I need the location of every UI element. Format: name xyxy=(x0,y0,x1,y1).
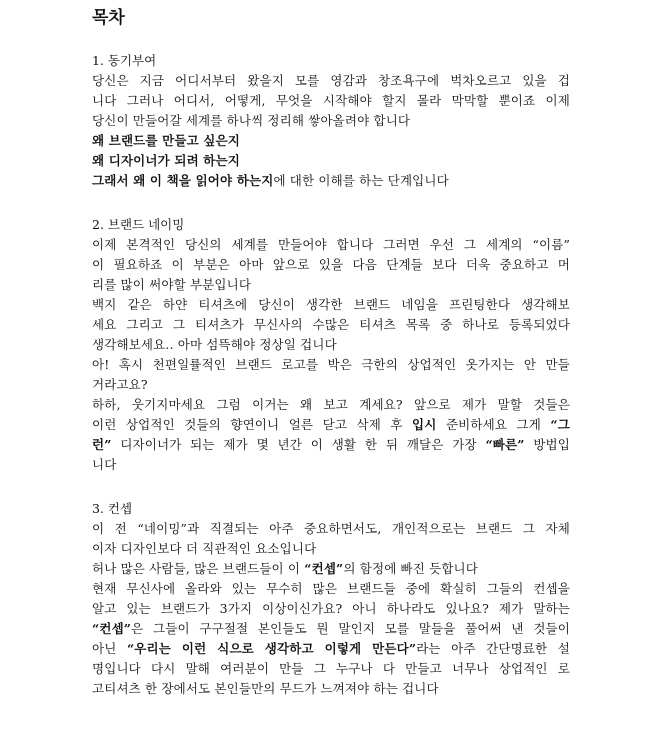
text-line xyxy=(92,151,570,171)
text-run: 하하, 웃기지마세요 그럼 이거는 왜 보고 계세요? 앞으로 제가 말할 것들은 xyxy=(92,397,570,412)
text-run: 니다 xyxy=(92,457,117,472)
text-line xyxy=(92,639,570,659)
text-line xyxy=(92,375,570,395)
document-page xyxy=(92,0,570,699)
text-line xyxy=(92,539,570,559)
text-run: 이 필요하죠 이 부분은 아마 앞으로 있을 다음 단계들 보다 더욱 중요하고 머 xyxy=(92,257,570,272)
text-run: 거라고요? xyxy=(92,377,148,392)
text-line xyxy=(92,71,570,91)
text-line xyxy=(92,131,570,151)
text-run: 의 함정에 빠진 듯합니다 xyxy=(343,561,479,576)
text-line xyxy=(92,111,570,131)
section-3 xyxy=(92,499,570,699)
text-line xyxy=(92,255,570,275)
section-heading: 3. 컨셉 xyxy=(92,501,133,516)
sections-container xyxy=(92,51,570,699)
text-line xyxy=(92,275,570,295)
text-run: 이 전 “네이밍”과 직결되는 아주 중요하면서도, 개인적으로는 브랜드 그 자체 xyxy=(92,521,570,536)
text-run: 생각해보세요.. 아마 섬뜩해야 정상일 겁니다 xyxy=(92,337,337,352)
section-heading: 1. 동기부여 xyxy=(92,53,157,68)
text-line xyxy=(92,579,570,599)
bold-text: “그 xyxy=(550,417,570,432)
text-line xyxy=(92,295,570,315)
text-run: 니다 그러나 어디서, 어떻게, 무엇을 시작해야 할지 몰라 막막할 뿐이죠 이제 xyxy=(92,93,570,108)
text-run: 명입니다 다시 말해 여러분이 만들 그 누구나 다 만들고 너무나 상업적인 로 xyxy=(92,661,570,676)
section-1 xyxy=(92,51,570,191)
text-run: 허나 많은 사람들, 많은 브랜드들이 이 xyxy=(92,561,305,576)
bold-text: 왜 디자이너가 되려 하는지 xyxy=(92,153,240,168)
text-line xyxy=(92,415,570,435)
text-line xyxy=(92,455,570,475)
text-line xyxy=(92,435,570,455)
bold-text: “빠른” xyxy=(485,437,525,452)
section-heading: 2. 브랜드 네이밍 xyxy=(92,217,185,232)
text-line xyxy=(92,679,570,699)
text-run: 이런 상업적인 것들의 향연이니 얼른 닫고 삭제 후 xyxy=(92,417,413,432)
page-title: 목차 xyxy=(92,8,125,28)
section-2 xyxy=(92,215,570,475)
text-run: 에 대한 이해를 하는 단계입니다 xyxy=(273,173,449,188)
bold-text: 런” xyxy=(92,437,112,452)
text-line xyxy=(92,315,570,335)
text-run: 이자 디자인보다 더 직관적인 요소입니다 xyxy=(92,541,317,556)
text-line xyxy=(92,619,570,639)
text-run: 디자이너가 되는 제가 몇 년간 이 생활 한 뒤 깨달은 가장 xyxy=(111,437,486,452)
text-run: 당신은 지금 어디서부터 왔을지 모를 영감과 창조욕구에 벅차오르고 있을 겁 xyxy=(92,73,570,88)
bold-text: “우리는 이런 식으로 생각하고 이렇게 만든다” xyxy=(126,641,417,656)
text-run: 고티셔츠 한 장에서도 본인들만의 무드가 느껴져야 하는 겁니다 xyxy=(92,681,439,696)
text-line xyxy=(92,171,570,191)
text-line xyxy=(92,335,570,355)
text-line xyxy=(92,599,570,619)
bold-text: “컨셉” xyxy=(304,561,344,576)
bold-text: 그래서 왜 이 책을 읽어야 하는지 xyxy=(92,173,274,188)
text-line xyxy=(92,91,570,111)
text-line xyxy=(92,395,570,415)
text-run: 은 그들이 구구절절 본인들도 뭔 말인지 모를 말들을 풀어써 낸 것들이 xyxy=(131,621,570,636)
text-run: 백지 같은 하얀 티셔츠에 당신이 생각한 브랜드 네임을 프린팅한다 생각해보 xyxy=(92,297,570,312)
text-run: 알고 있는 브랜드가 3가지 이상이신가요? 아니 하나라도 있나요? 제가 말하는 xyxy=(92,601,570,616)
text-run: 방법입 xyxy=(524,437,570,452)
text-run: 아닌 xyxy=(92,641,127,656)
text-run: 준비하세요 그게 xyxy=(436,417,551,432)
bold-text: 입시 xyxy=(412,417,437,432)
text-run: 라는 아주 간단명료한 설 xyxy=(416,641,570,656)
bold-text: “컨셉” xyxy=(92,621,132,636)
bold-text: 왜 브랜드를 만들고 싶은지 xyxy=(92,133,240,148)
text-run: 이제 본격적인 당신의 세계를 만들어야 합니다 그러면 우선 그 세계의 “이름” xyxy=(92,237,570,252)
text-line xyxy=(92,659,570,679)
text-line xyxy=(92,559,570,579)
text-run: 당신이 만들어갈 세계를 하나씩 정리해 쌓아올려야 합니다 xyxy=(92,113,411,128)
text-run: 리를 많이 써야할 부분입니다 xyxy=(92,277,252,292)
text-run: 아! 혹시 천편일률적인 브랜드 로고를 박은 극한의 상업적인 옷가지는 안 만들 xyxy=(92,357,570,372)
text-run: 현재 무신사에 올라와 있는 무수히 많은 브랜드들 중에 확실히 그들의 컨셉을 xyxy=(92,581,570,596)
text-line xyxy=(92,519,570,539)
text-line xyxy=(92,235,570,255)
text-line xyxy=(92,355,570,375)
text-run: 세요 그리고 그 티셔츠가 무신사의 수많은 티셔츠 목록 중 하나로 등록되었다 xyxy=(92,317,570,332)
